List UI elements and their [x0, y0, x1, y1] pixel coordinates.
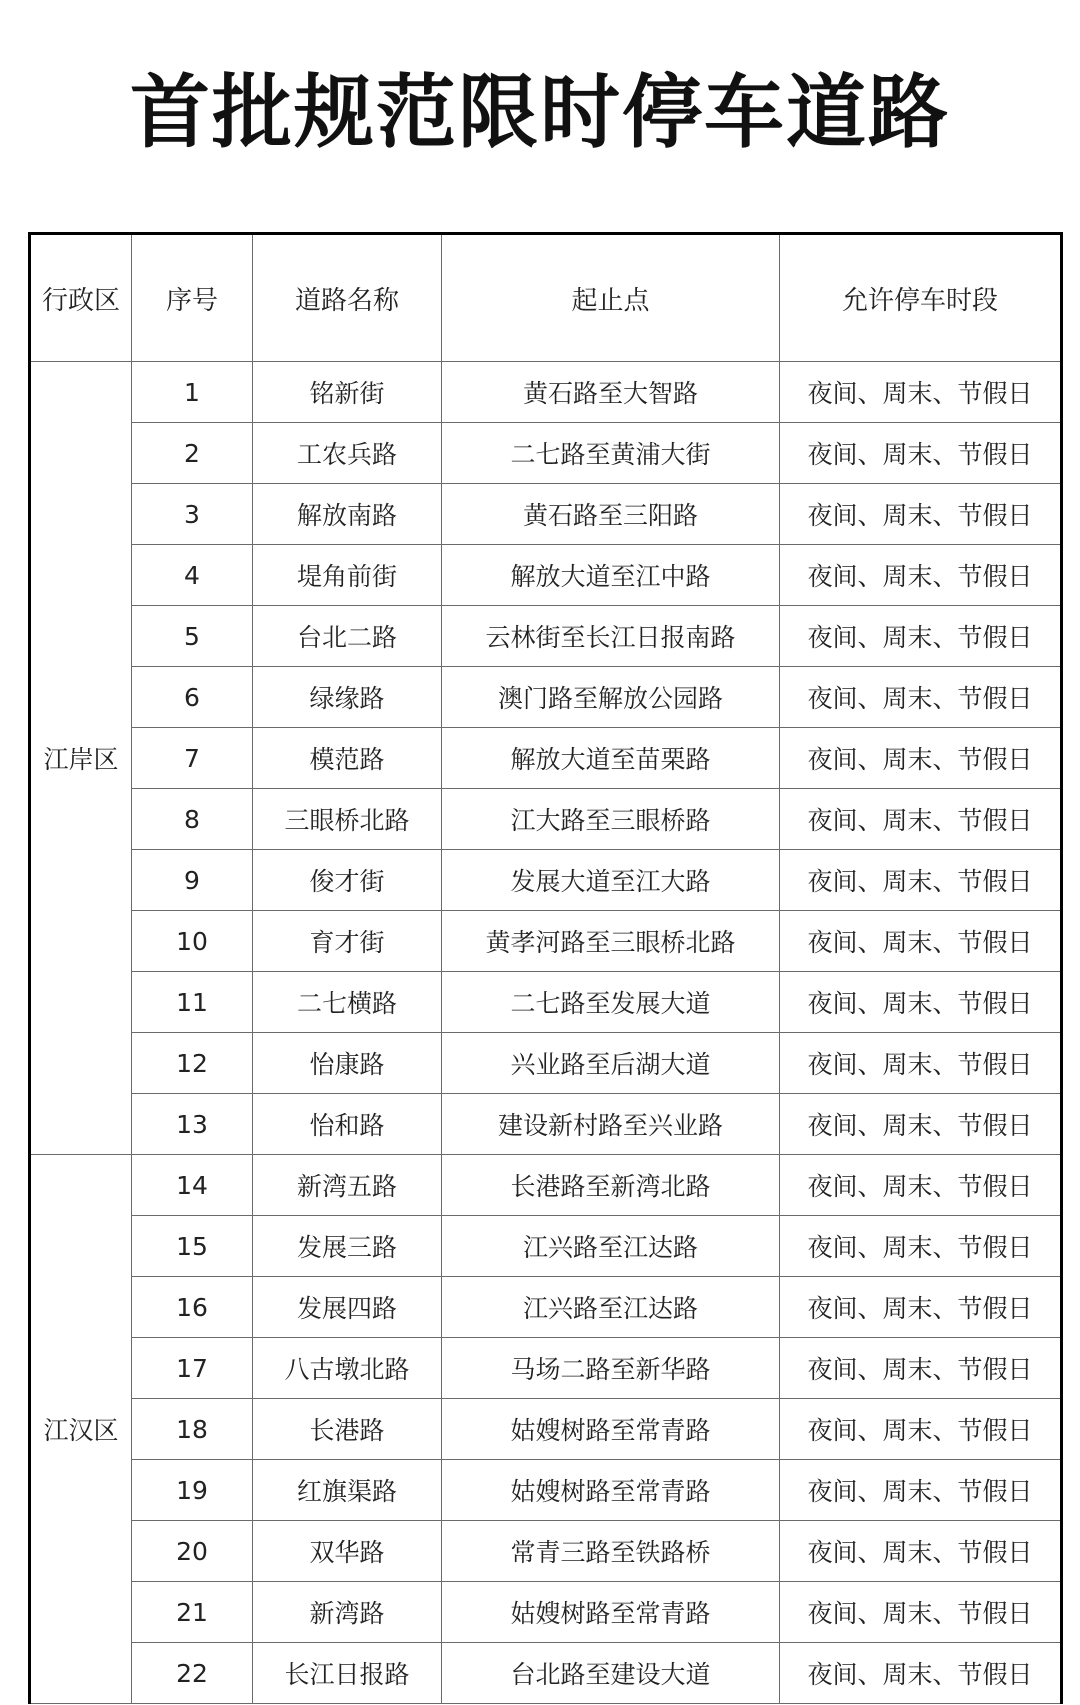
road-name-cell: 铭新街: [253, 362, 442, 423]
row-number-cell: 21: [132, 1582, 253, 1643]
table-row: [30, 545, 1062, 606]
road-name-cell: 俊才街: [253, 850, 442, 911]
road-name-cell: 新湾路: [253, 1582, 442, 1643]
table-row: [30, 484, 1062, 545]
parking-time-cell: 夜间、周末、节假日: [780, 1094, 1062, 1155]
table-row: [30, 789, 1062, 850]
row-number-cell: 1: [132, 362, 253, 423]
road-range-cell: 兴业路至后湖大道: [442, 1033, 780, 1094]
row-number-cell: 19: [132, 1460, 253, 1521]
table-row: [30, 1155, 1062, 1216]
road-range-cell: 云林街至长江日报南路: [442, 606, 780, 667]
table-row: [30, 1643, 1062, 1704]
parking-time-cell: 夜间、周末、节假日: [780, 484, 1062, 545]
parking-time-cell: 夜间、周末、节假日: [780, 1216, 1062, 1277]
table-row: [30, 606, 1062, 667]
header-parking-time: 允许停车时段: [780, 234, 1062, 362]
row-number-cell: 3: [132, 484, 253, 545]
road-name-cell: 怡和路: [253, 1094, 442, 1155]
district-cell: 江岸区: [30, 362, 132, 1155]
road-name-cell: 模范路: [253, 728, 442, 789]
road-range-cell: 黄石路至大智路: [442, 362, 780, 423]
table-row: [30, 1338, 1062, 1399]
table-row: [30, 911, 1062, 972]
row-number-cell: 8: [132, 789, 253, 850]
road-range-cell: 长港路至新湾北路: [442, 1155, 780, 1216]
parking-time-cell: 夜间、周末、节假日: [780, 362, 1062, 423]
table-row: [30, 1094, 1062, 1155]
parking-time-cell: 夜间、周末、节假日: [780, 1338, 1062, 1399]
parking-time-cell: 夜间、周末、节假日: [780, 728, 1062, 789]
road-name-cell: 三眼桥北路: [253, 789, 442, 850]
road-name-cell: 怡康路: [253, 1033, 442, 1094]
row-number-cell: 11: [132, 972, 253, 1033]
parking-time-cell: 夜间、周末、节假日: [780, 850, 1062, 911]
road-range-cell: 姑嫂树路至常青路: [442, 1399, 780, 1460]
road-name-cell: 工农兵路: [253, 423, 442, 484]
header-district: 行政区: [30, 234, 132, 362]
road-range-cell: 解放大道至苗栗路: [442, 728, 780, 789]
road-name-cell: 绿缘路: [253, 667, 442, 728]
road-name-cell: 八古墩北路: [253, 1338, 442, 1399]
parking-roads-table: [28, 232, 1063, 1704]
parking-time-cell: 夜间、周末、节假日: [780, 545, 1062, 606]
row-number-cell: 12: [132, 1033, 253, 1094]
parking-time-cell: 夜间、周末、节假日: [780, 911, 1062, 972]
road-range-cell: 二七路至黄浦大街: [442, 423, 780, 484]
road-name-cell: 堤角前街: [253, 545, 442, 606]
page-title: 首批规范限时停车道路: [130, 66, 950, 159]
parking-time-cell: 夜间、周末、节假日: [780, 789, 1062, 850]
row-number-cell: 16: [132, 1277, 253, 1338]
parking-time-cell: 夜间、周末、节假日: [780, 1643, 1062, 1704]
parking-time-cell: 夜间、周末、节假日: [780, 606, 1062, 667]
parking-time-cell: 夜间、周末、节假日: [780, 1033, 1062, 1094]
table-row: [30, 667, 1062, 728]
road-range-cell: 二七路至发展大道: [442, 972, 780, 1033]
table-row: [30, 850, 1062, 911]
road-name-cell: 育才街: [253, 911, 442, 972]
row-number-cell: 6: [132, 667, 253, 728]
table-row: [30, 1460, 1062, 1521]
road-range-cell: 台北路至建设大道: [442, 1643, 780, 1704]
road-range-cell: 马场二路至新华路: [442, 1338, 780, 1399]
row-number-cell: 5: [132, 606, 253, 667]
road-name-cell: 发展三路: [253, 1216, 442, 1277]
table-row: [30, 972, 1062, 1033]
table-row: [30, 1399, 1062, 1460]
header-road-name: 道路名称: [253, 234, 442, 362]
table-row: [30, 423, 1062, 484]
road-range-cell: 黄石路至三阳路: [442, 484, 780, 545]
header-range: 起止点: [442, 234, 780, 362]
road-range-cell: 姑嫂树路至常青路: [442, 1582, 780, 1643]
row-number-cell: 18: [132, 1399, 253, 1460]
road-range-cell: 姑嫂树路至常青路: [442, 1460, 780, 1521]
table-header-row: [30, 234, 1062, 362]
road-name-cell: 二七横路: [253, 972, 442, 1033]
row-number-cell: 22: [132, 1643, 253, 1704]
road-range-cell: 建设新村路至兴业路: [442, 1094, 780, 1155]
table-row: [30, 728, 1062, 789]
district-cell: 江汉区: [30, 1155, 132, 1704]
road-name-cell: 台北二路: [253, 606, 442, 667]
road-name-cell: 红旗渠路: [253, 1460, 442, 1521]
table-row: [30, 1216, 1062, 1277]
row-number-cell: 15: [132, 1216, 253, 1277]
parking-time-cell: 夜间、周末、节假日: [780, 1582, 1062, 1643]
row-number-cell: 14: [132, 1155, 253, 1216]
road-name-cell: 双华路: [253, 1521, 442, 1582]
road-range-cell: 解放大道至江中路: [442, 545, 780, 606]
table-body: [30, 362, 1062, 1704]
table-row: [30, 1033, 1062, 1094]
row-number-cell: 10: [132, 911, 253, 972]
row-number-cell: 13: [132, 1094, 253, 1155]
parking-time-cell: 夜间、周末、节假日: [780, 667, 1062, 728]
road-name-cell: 发展四路: [253, 1277, 442, 1338]
road-name-cell: 长港路: [253, 1399, 442, 1460]
parking-time-cell: 夜间、周末、节假日: [780, 972, 1062, 1033]
row-number-cell: 2: [132, 423, 253, 484]
road-range-cell: 常青三路至铁路桥: [442, 1521, 780, 1582]
road-range-cell: 澳门路至解放公园路: [442, 667, 780, 728]
table-row: [30, 362, 1062, 423]
road-range-cell: 江兴路至江达路: [442, 1277, 780, 1338]
road-name-cell: 新湾五路: [253, 1155, 442, 1216]
table-row: [30, 1582, 1062, 1643]
table-row: [30, 1277, 1062, 1338]
parking-time-cell: 夜间、周末、节假日: [780, 1399, 1062, 1460]
road-name-cell: 长江日报路: [253, 1643, 442, 1704]
road-range-cell: 发展大道至江大路: [442, 850, 780, 911]
road-range-cell: 黄孝河路至三眼桥北路: [442, 911, 780, 972]
row-number-cell: 9: [132, 850, 253, 911]
parking-time-cell: 夜间、周末、节假日: [780, 1460, 1062, 1521]
parking-time-cell: 夜间、周末、节假日: [780, 423, 1062, 484]
header-no: 序号: [132, 234, 253, 362]
table-row: [30, 1521, 1062, 1582]
row-number-cell: 17: [132, 1338, 253, 1399]
road-range-cell: 江大路至三眼桥路: [442, 789, 780, 850]
parking-time-cell: 夜间、周末、节假日: [780, 1277, 1062, 1338]
row-number-cell: 4: [132, 545, 253, 606]
row-number-cell: 7: [132, 728, 253, 789]
parking-time-cell: 夜间、周末、节假日: [780, 1521, 1062, 1582]
road-name-cell: 解放南路: [253, 484, 442, 545]
row-number-cell: 20: [132, 1521, 253, 1582]
road-range-cell: 江兴路至江达路: [442, 1216, 780, 1277]
parking-time-cell: 夜间、周末、节假日: [780, 1155, 1062, 1216]
